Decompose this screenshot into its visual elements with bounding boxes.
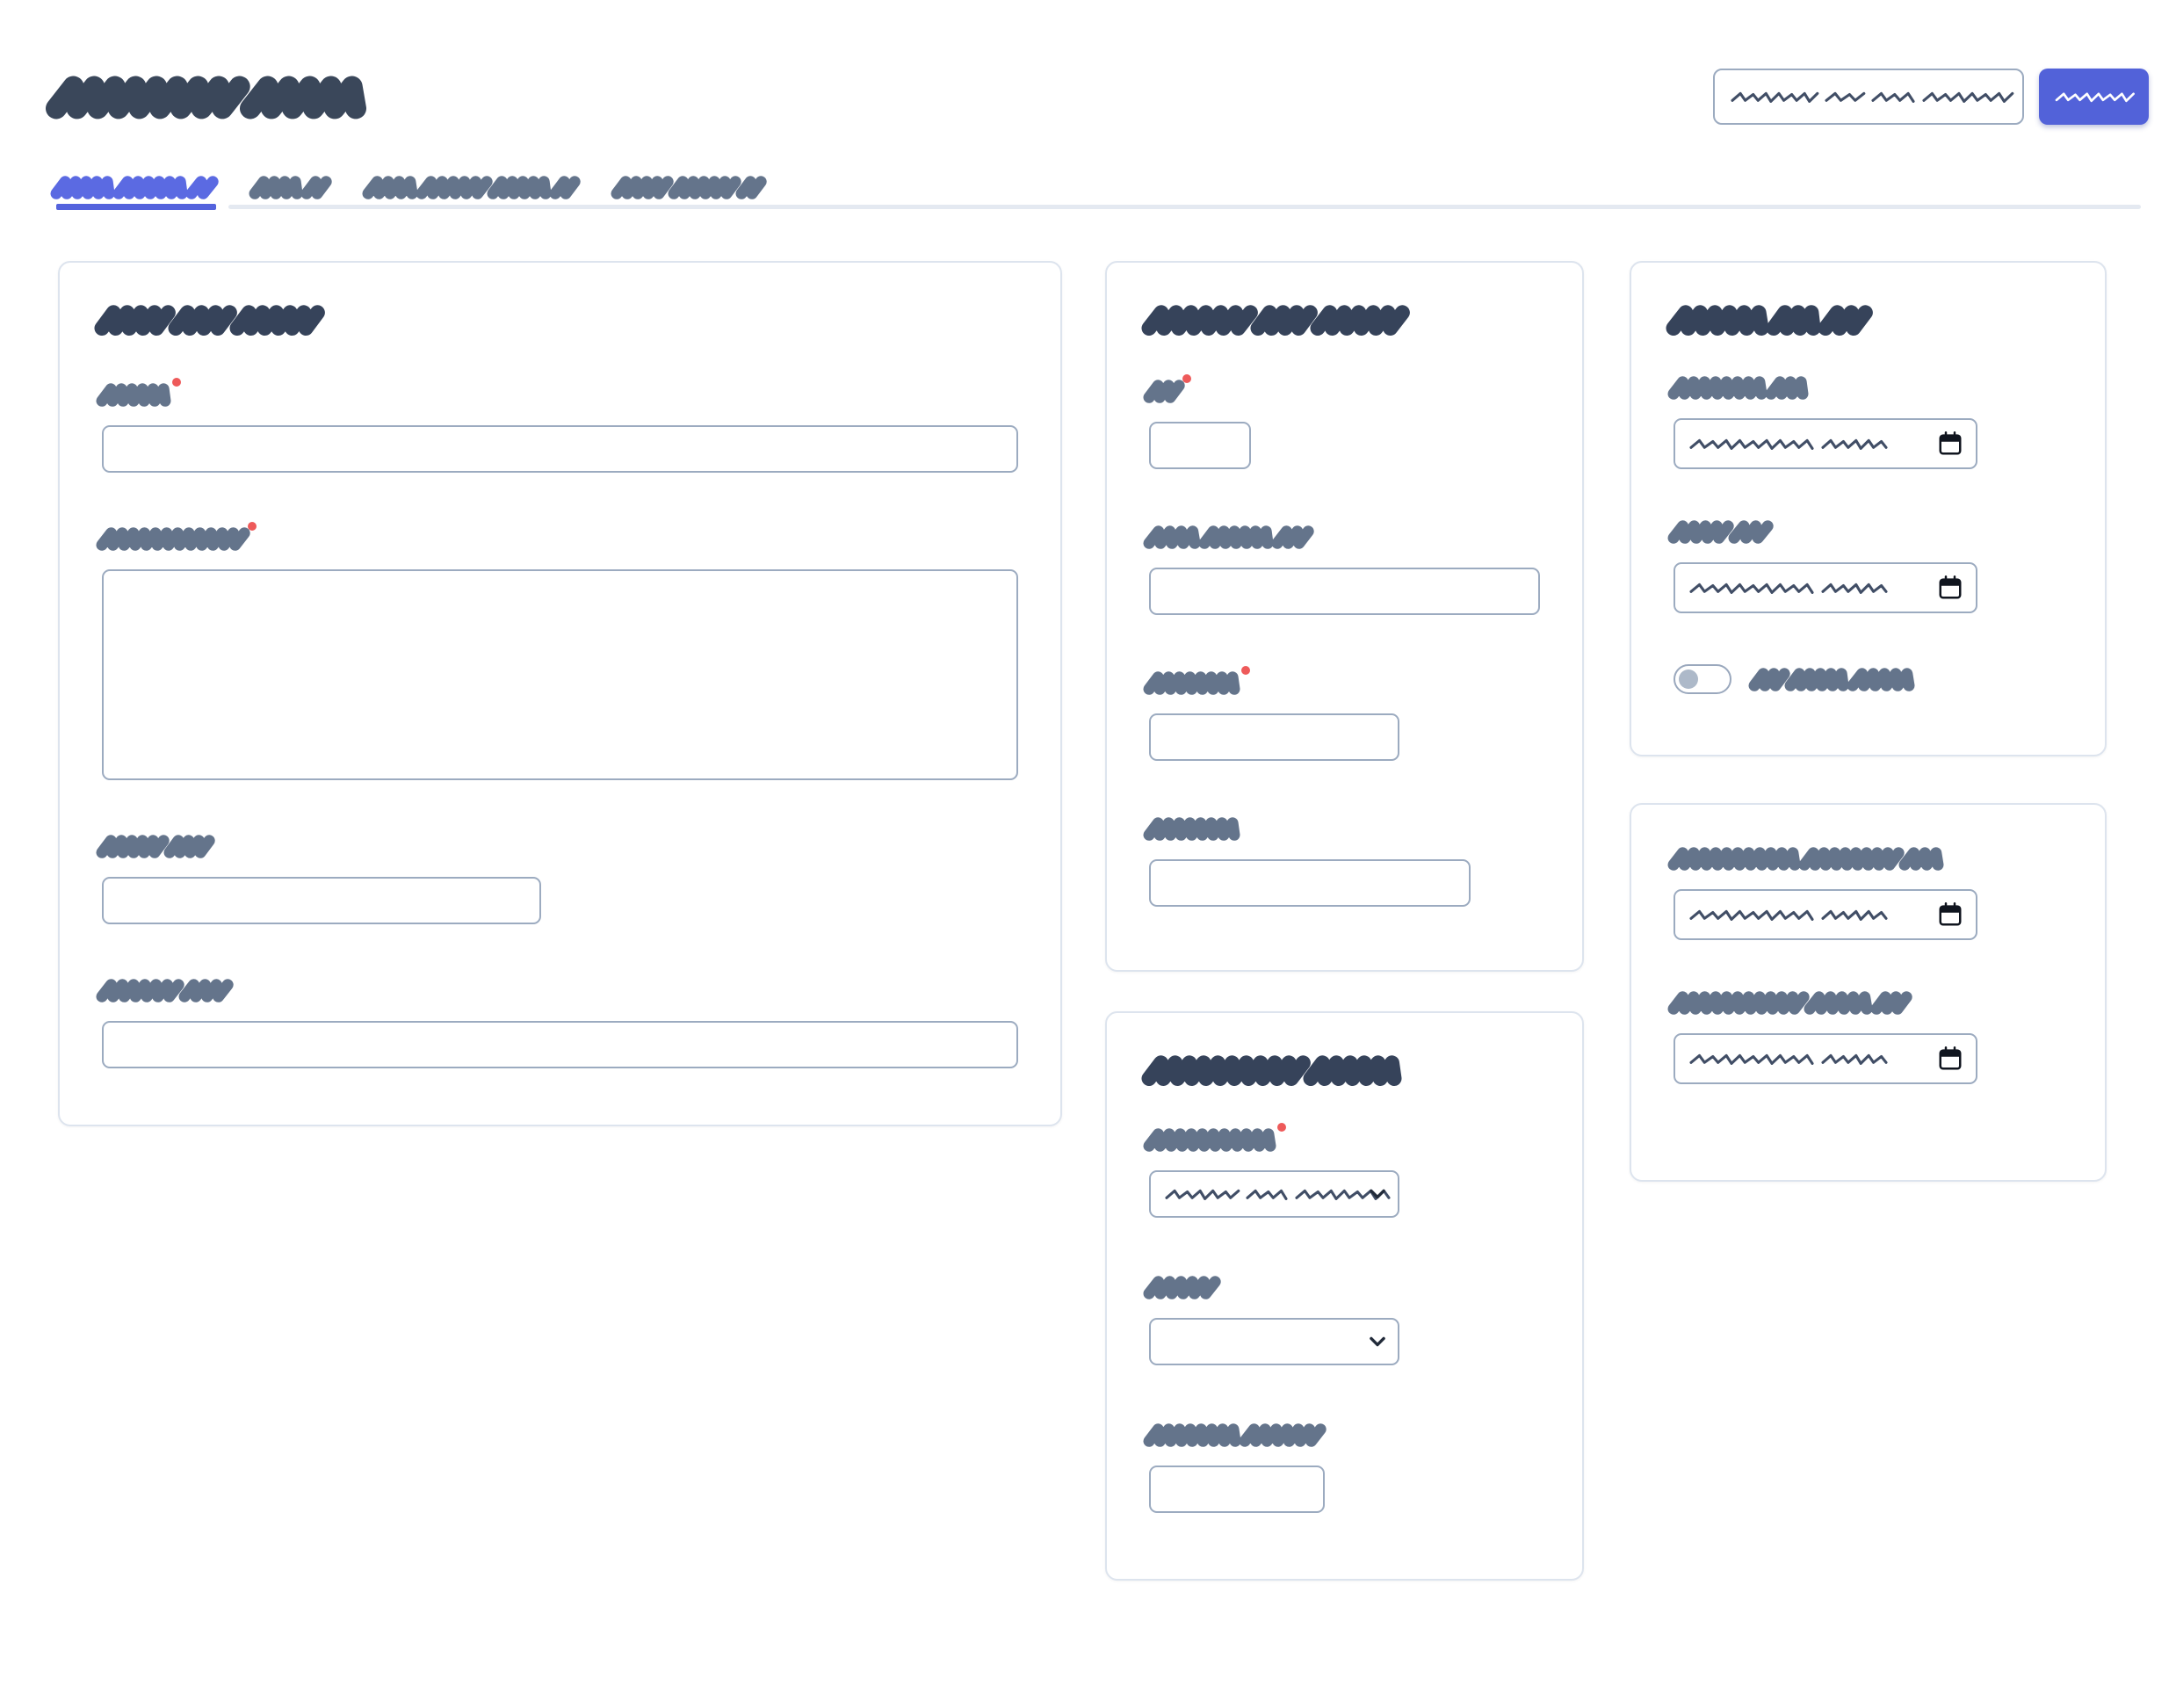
text-input[interactable] <box>102 425 1018 473</box>
calendar-icon[interactable] <box>1937 1046 1963 1072</box>
card-right-bottom <box>1630 803 2107 1182</box>
tab-2-label <box>255 176 322 199</box>
field <box>1149 1423 1540 1513</box>
field-label <box>102 979 1018 1003</box>
tab-1[interactable] <box>56 176 209 199</box>
field <box>1149 671 1540 761</box>
field-label-text <box>102 835 206 858</box>
calendar-icon[interactable] <box>1937 431 1963 457</box>
field <box>1674 991 2063 1084</box>
text-input[interactable] <box>1149 568 1540 615</box>
field-label-text <box>1149 380 1175 402</box>
date-input[interactable] <box>1674 889 1977 940</box>
field-label <box>1674 991 2063 1016</box>
right-column <box>1630 261 2107 1182</box>
field <box>102 979 1018 1068</box>
select-input[interactable] <box>1149 1170 1399 1218</box>
field-label-text <box>1674 376 1803 399</box>
chevron-down-icon[interactable] <box>1363 1327 1392 1357</box>
field-label <box>1149 1276 1540 1300</box>
field-label <box>1149 1423 1540 1448</box>
tab-2[interactable] <box>255 176 322 199</box>
field <box>1149 525 1540 615</box>
field <box>1149 1276 1540 1365</box>
field-label <box>1674 376 2063 401</box>
field-label-text <box>1674 991 1903 1014</box>
search-placeholder <box>1732 89 2011 105</box>
required-dot <box>1182 374 1191 383</box>
date-value <box>1691 1051 1886 1067</box>
required-dot <box>1241 666 1250 675</box>
text-input[interactable] <box>1149 713 1399 761</box>
field-label-text <box>102 527 241 550</box>
calendar-icon[interactable] <box>1937 575 1963 601</box>
field-label-text <box>1149 671 1234 694</box>
field <box>1674 520 2063 613</box>
field-label-text <box>1149 1276 1211 1299</box>
card-middle-bottom <box>1105 1011 1584 1581</box>
date-value <box>1691 436 1886 452</box>
field-label-text <box>1674 520 1764 543</box>
field <box>102 835 1018 924</box>
required-dot <box>1277 1123 1286 1132</box>
field <box>1674 847 2063 940</box>
chevron-down-icon[interactable] <box>1363 1179 1392 1209</box>
field-label-text <box>1149 525 1305 548</box>
text-input[interactable] <box>1149 1466 1325 1513</box>
field-label <box>102 383 1018 408</box>
field-label <box>1149 525 1540 550</box>
left-column <box>58 261 1062 1126</box>
active-tab-underline <box>56 204 216 210</box>
text-input[interactable] <box>102 1021 1018 1068</box>
field-label <box>1149 671 1540 696</box>
calendar-icon[interactable] <box>1937 901 1963 928</box>
field-label <box>1149 817 1540 842</box>
field-label-text <box>1149 1128 1270 1151</box>
page-title <box>56 76 356 118</box>
card-middle-top <box>1105 261 1584 972</box>
field-label-text <box>1149 1423 1317 1446</box>
toggle-field <box>1674 664 2063 694</box>
card-left <box>58 261 1062 1126</box>
middle-column <box>1105 261 1584 1581</box>
select-value <box>1167 1186 1389 1202</box>
field <box>102 383 1018 473</box>
field-label <box>102 835 1018 859</box>
tab-4[interactable] <box>617 176 757 199</box>
textarea-input[interactable] <box>102 569 1018 780</box>
required-dot <box>172 378 181 387</box>
card-middle-bottom-heading <box>1149 1055 1394 1085</box>
card-right-top <box>1630 261 2107 756</box>
field-label <box>1674 520 2063 545</box>
tab-3[interactable] <box>368 176 571 199</box>
text-input[interactable] <box>102 877 541 924</box>
date-value <box>1691 907 1886 923</box>
toggle-label <box>1754 668 1909 691</box>
card-right-top-heading <box>1674 305 1861 335</box>
field <box>1149 817 1540 907</box>
number-input[interactable] <box>1149 422 1251 469</box>
field <box>1149 380 1540 469</box>
date-input[interactable] <box>1674 418 1977 469</box>
toggle-knob <box>1679 669 1698 689</box>
tab-4-label <box>617 176 757 199</box>
field-label-text <box>102 979 224 1002</box>
text-input[interactable] <box>1149 859 1471 907</box>
field-label-text <box>1674 847 1938 870</box>
toggle-switch[interactable] <box>1674 664 1731 694</box>
tab-1-label <box>56 176 209 199</box>
tab-bar <box>56 169 2141 213</box>
date-input[interactable] <box>1674 562 1977 613</box>
field-label-text <box>102 383 165 406</box>
date-input[interactable] <box>1674 1033 1977 1084</box>
select-input[interactable] <box>1149 1318 1399 1365</box>
card-middle-top-heading <box>1149 305 1398 335</box>
primary-action-button[interactable] <box>2039 69 2149 125</box>
date-value <box>1691 580 1886 596</box>
required-dot <box>248 522 257 531</box>
tab-baseline <box>228 205 2141 209</box>
tab-3-label <box>368 176 571 199</box>
card-left-heading <box>102 305 313 335</box>
field <box>1149 1128 1540 1218</box>
field-label <box>1674 847 2063 872</box>
field <box>102 527 1018 780</box>
field <box>1674 376 2063 469</box>
field-label-text <box>1149 817 1234 840</box>
field-label <box>1149 380 1540 404</box>
primary-action-label <box>2057 90 2132 104</box>
field-label <box>1149 1128 1540 1153</box>
field-label <box>102 527 1018 552</box>
search-input[interactable] <box>1713 69 2024 125</box>
